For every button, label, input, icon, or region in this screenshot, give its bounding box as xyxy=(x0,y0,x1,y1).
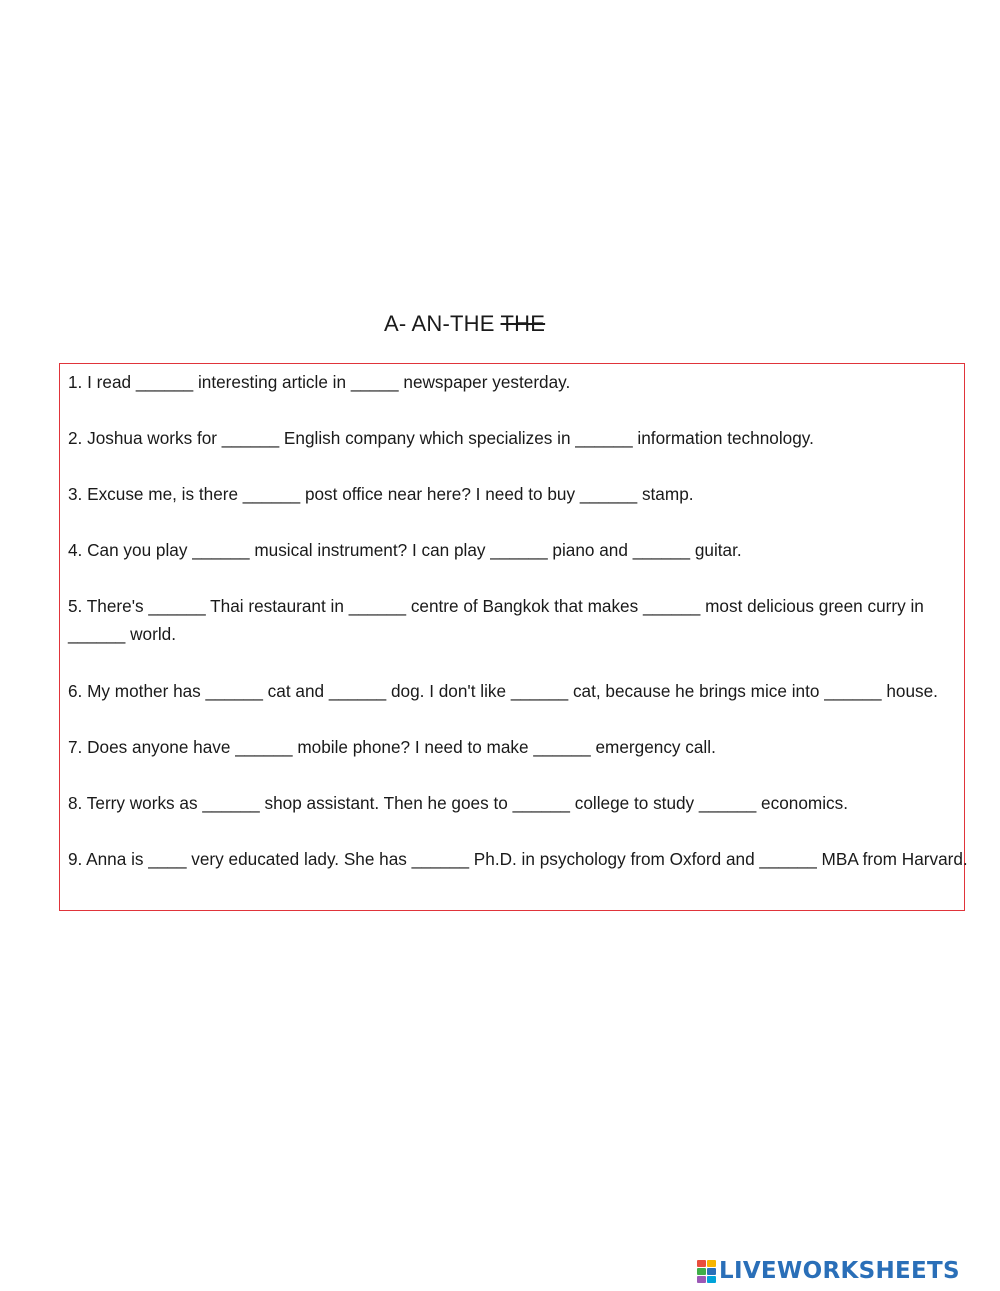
question-2: 2. Joshua works for ______ English company which specializes in ______ information technology. xyxy=(68,428,814,448)
worksheet-title xyxy=(384,311,545,337)
question-4: 4. Can you play ______ musical instrument? I can play ______ piano and ______ guitar. xyxy=(68,540,742,560)
logo-block xyxy=(697,1276,706,1283)
liveworksheets-logo xyxy=(697,1256,960,1286)
logo-block xyxy=(697,1268,706,1275)
logo-block xyxy=(707,1276,716,1283)
logo-block xyxy=(707,1268,716,1275)
exercise-box xyxy=(59,363,968,911)
question-7: 7. Does anyone have ______ mobile phone? I need to make ______ emergency call. xyxy=(68,737,716,757)
title-struck: THE xyxy=(500,311,546,336)
question-1: 1. I read ______ interesting article in _____ newspaper yesterday. xyxy=(68,372,571,392)
logo-text: LIVEWORKSHEETS xyxy=(719,1258,960,1284)
question-6: 6. My mother has ______ cat and ______ dog. I don't like ______ cat, because he brings mice into ______ house. xyxy=(68,681,938,701)
question-8: 8. Terry works as ______ shop assistant. Then he goes to ______ college to study ______ economics. xyxy=(68,793,848,813)
question-3: 3. Excuse me, is there ______ post office near here? I need to buy ______ stamp. xyxy=(68,484,694,504)
logo-blocks-icon xyxy=(697,1260,716,1283)
logo-block xyxy=(707,1260,716,1267)
title-main: A- AN-THE xyxy=(384,311,501,336)
logo-block xyxy=(697,1260,706,1267)
question-5: 5. There's ______ Thai restaurant in ______ centre of Bangkok that makes ______ most delicious green curry in ______ world. xyxy=(68,596,924,644)
question-9: 9. Anna is ____ very educated lady. She has ______ Ph.D. in psychology from Oxford and ______ MBA from Harvard. xyxy=(68,849,968,869)
